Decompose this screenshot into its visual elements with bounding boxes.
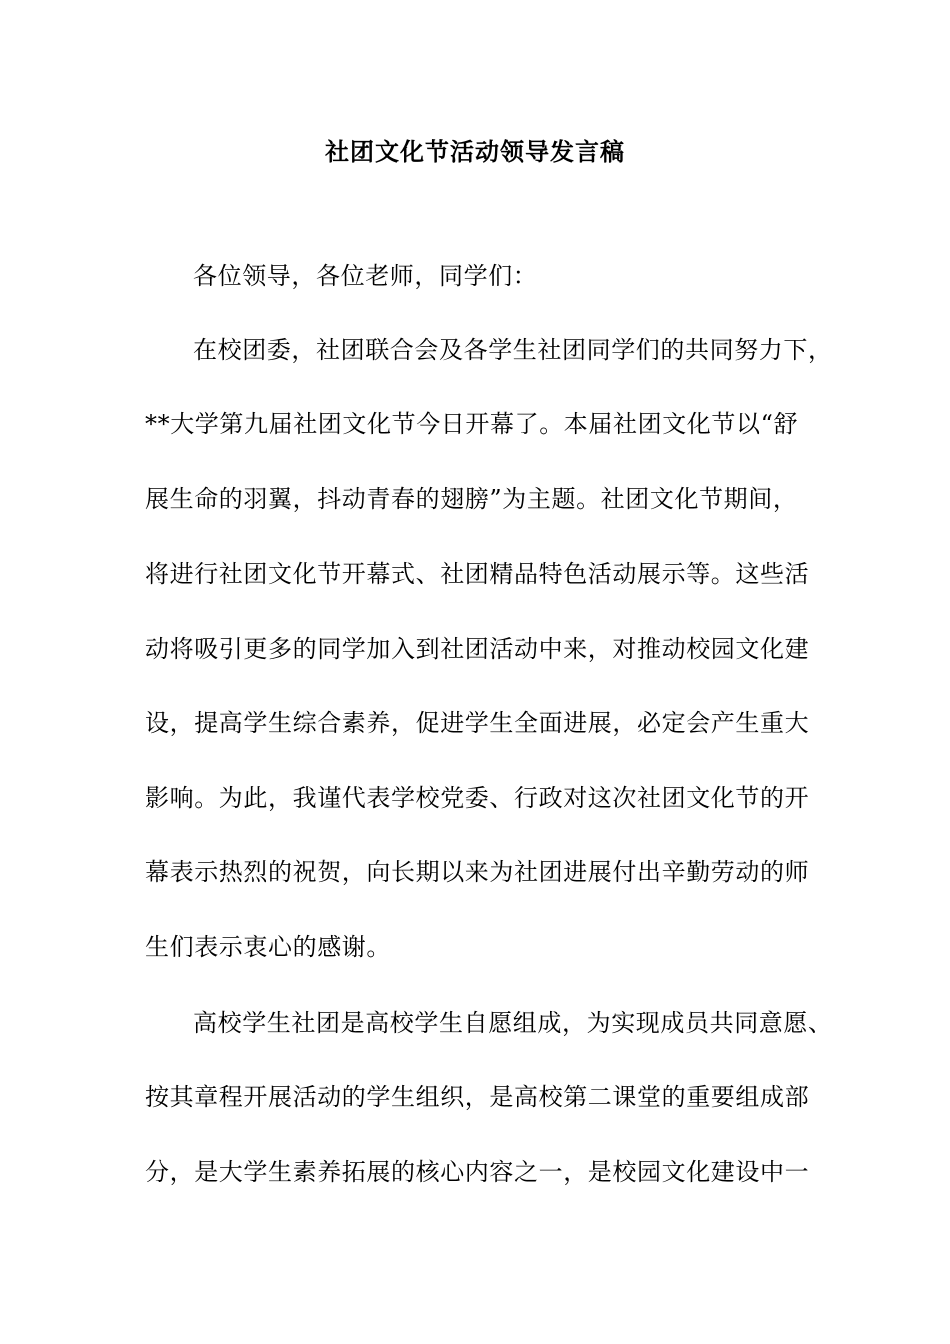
paragraph-line: 展生命的羽翼，抖动青春的翅膀”为主题。社团文化节期间， [145, 485, 798, 513]
paragraph-line: 影响。为此，我谨代表学校党委、行政对这次社团文化节的开 [145, 784, 810, 812]
paragraph-line: 按其章程开展活动的学生组织，是高校第二课堂的重要组成部 [145, 1083, 810, 1111]
paragraph-line: 生们表示衷心的感谢。 [145, 933, 391, 961]
salutation-line: 各位领导，各位老师，同学们： [193, 262, 538, 290]
paragraph-line: 高校学生社团是高校学生自愿组成，为实现成员共同意愿、 [193, 1009, 833, 1037]
paragraph-line: 动将吸引更多的同学加入到社团活动中来，对推动校园文化建 [145, 635, 810, 663]
paragraph-line: 将进行社团文化节开幕式、社团精品特色活动展示等。这些活 [145, 560, 810, 588]
paragraph-line: 分，是大学生素养拓展的核心内容之一，是校园文化建设中一 [145, 1158, 810, 1186]
paragraph-line: 在校团委，社团联合会及各学生社团同学们的共同努力下， [193, 336, 833, 364]
paragraph-line: **大学第九届社团文化节今日开幕了。本届社团文化节以“舒 [145, 410, 799, 438]
document-title: 社团文化节活动领导发言稿 [325, 137, 625, 166]
paragraph-line: 设，提高学生综合素养，促进学生全面进展，必定会产生重大 [145, 709, 810, 737]
paragraph-line: 幕表示热烈的祝贺，向长期以来为社团进展付出辛勤劳动的师 [145, 858, 810, 886]
